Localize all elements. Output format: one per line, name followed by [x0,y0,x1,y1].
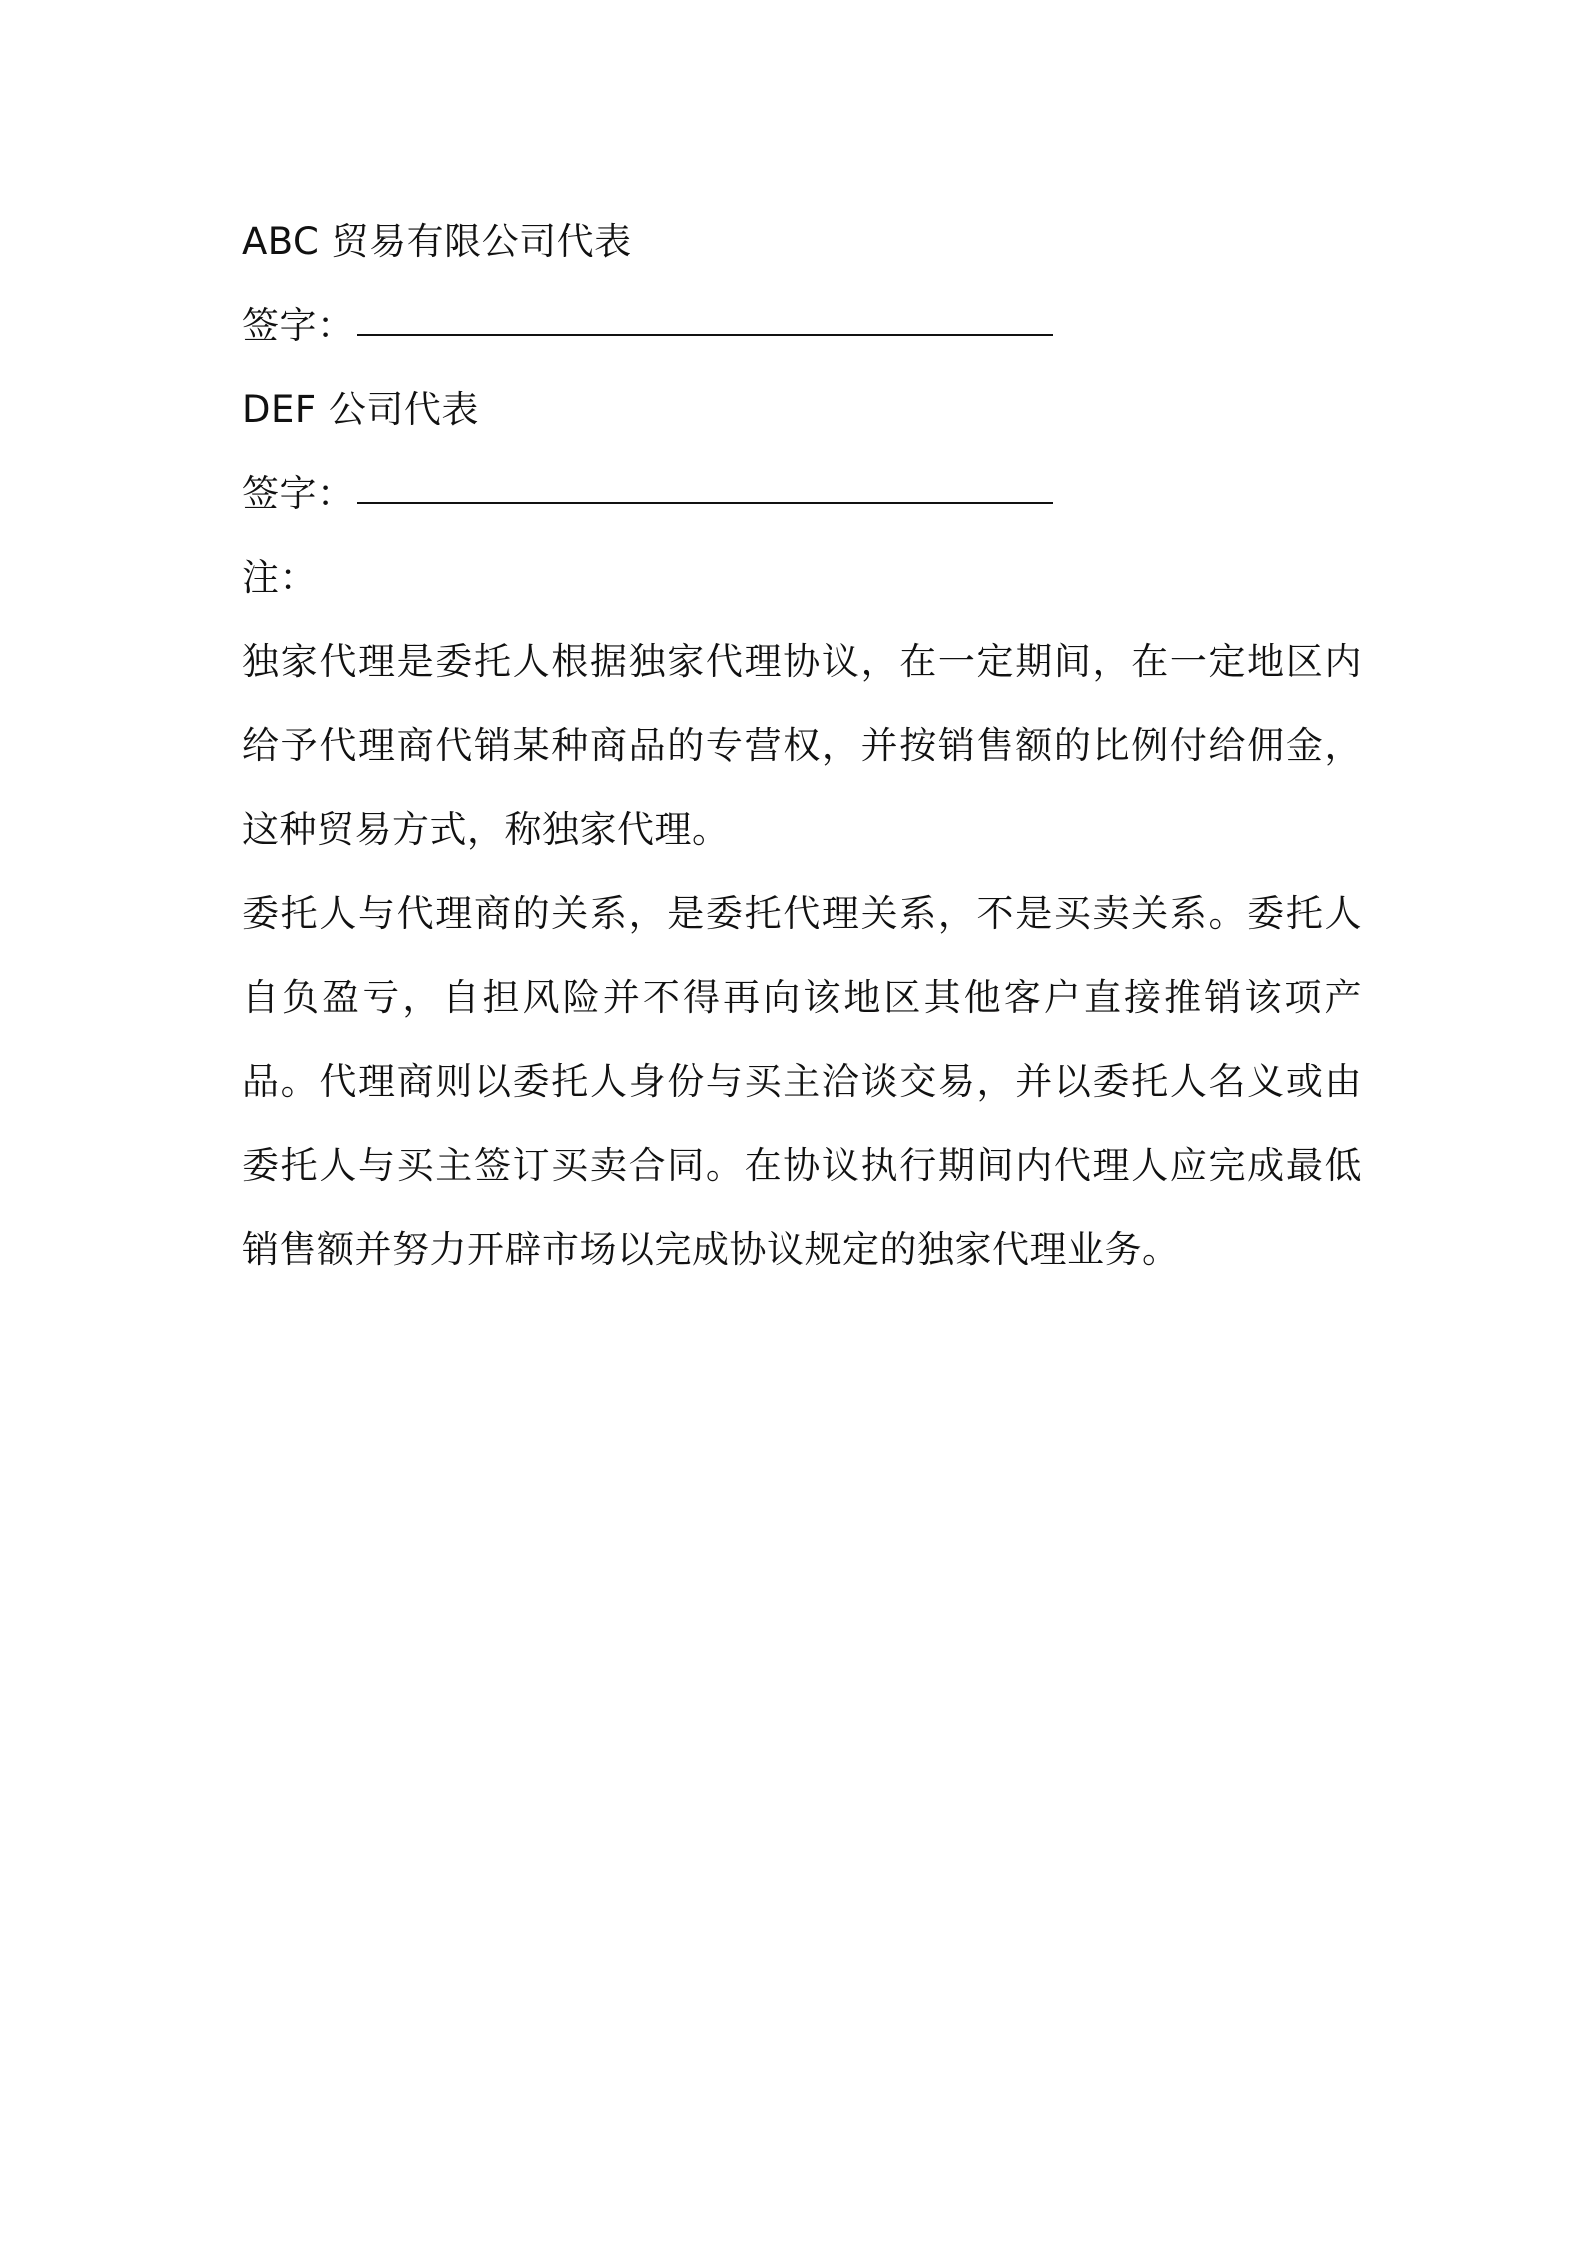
party-b-sign-label: 签字： [242,472,355,515]
note-heading: 注： [242,556,317,599]
note-paragraph-2: 委托人与代理商的关系，是委托代理关系，不是买卖关系。委托人自负盈亏，自担风险并不得再向该地区其他客户直接推销该项产品。代理商则以委托人身份与买主洽谈交易，并以委托人名义或由委托人与买主签订买卖合同。在协议执行期间内代理人应完成最低销售额并努力开辟市场以完成协议规定的独家代理业务。 [242,892,1362,1271]
party-a-signature-line [357,334,1053,336]
note-paragraph-1: 独家代理是委托人根据独家代理协议，在一定期间，在一定地区内给予代理商代销某种商品的专营权，并按销售额的比例付给佣金，这种贸易方式，称独家代理。 [242,640,1362,851]
party-a-signature-row [242,284,1362,368]
party-b-label: DEF 公司代表 [242,388,479,431]
party-b-signature-line [357,502,1053,504]
party-b-signature-row [242,452,1362,536]
document-body [242,200,1362,1292]
party-a-label: ABC 贸易有限公司代表 [242,220,632,263]
party-a-sign-label: 签字： [242,304,355,347]
